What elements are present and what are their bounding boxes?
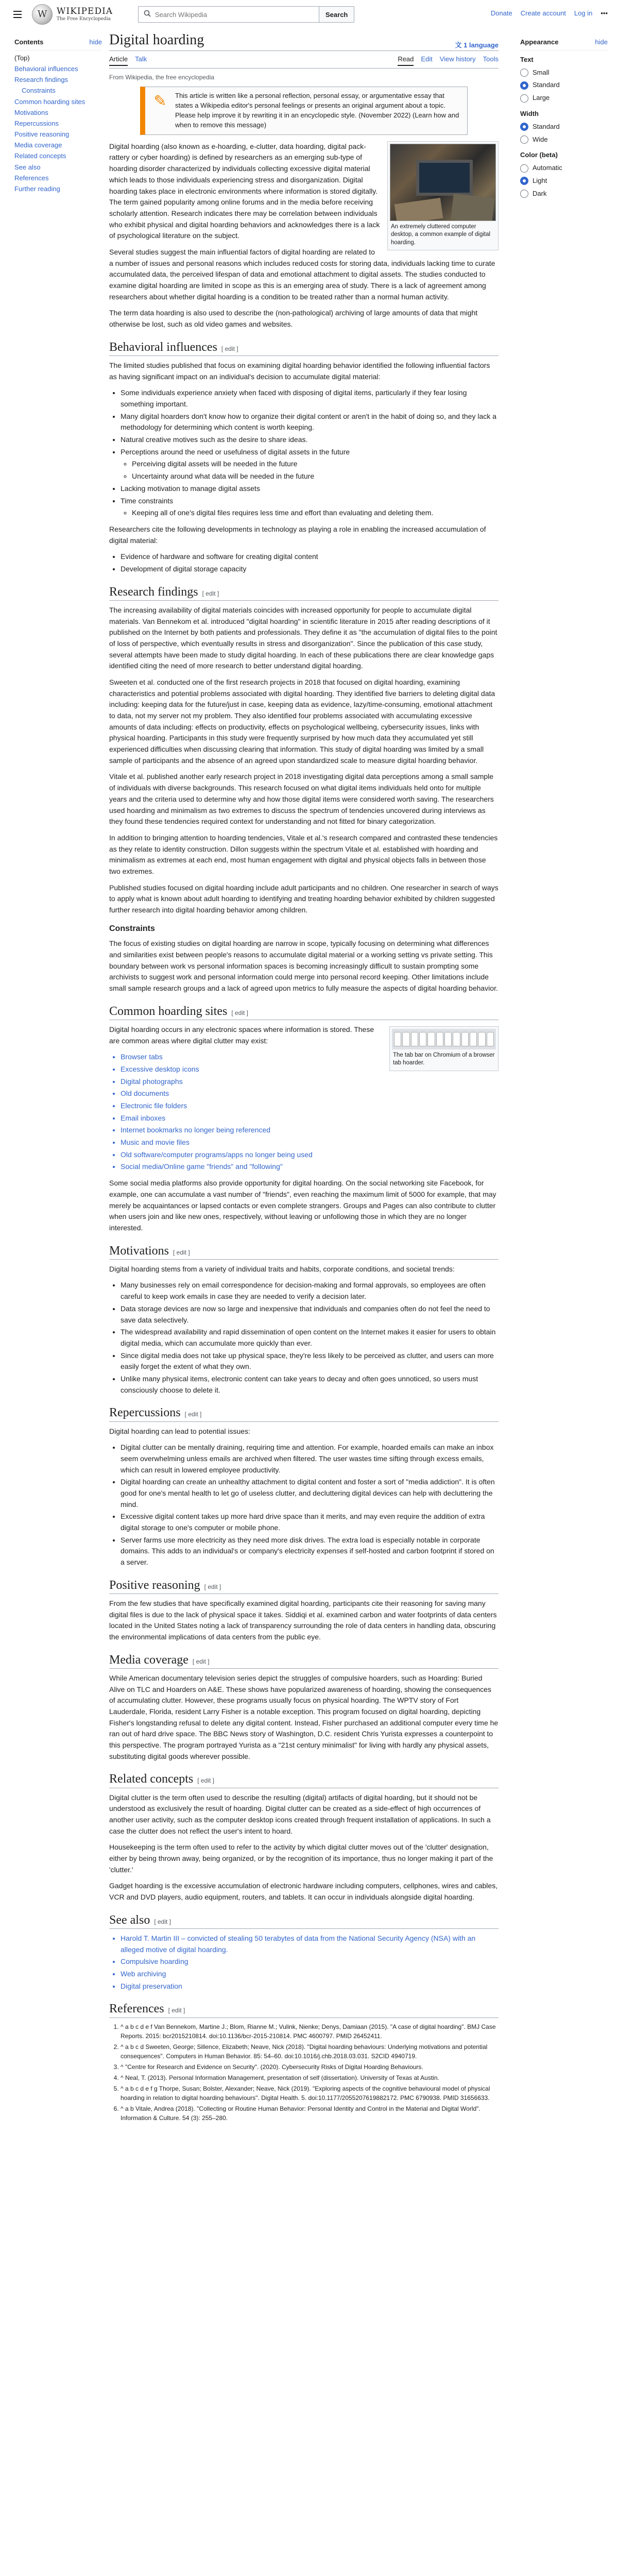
radio-button-icon[interactable]: [520, 164, 528, 173]
donate-link[interactable]: Donate: [490, 9, 512, 17]
section-heading-see-also: See also [ edit ]: [109, 1912, 499, 1929]
page-title: Digital hoarding: [109, 32, 204, 48]
toc-item[interactable]: See also: [14, 163, 41, 171]
list-item: • Lacking motivation to manage digital assets: [121, 483, 499, 495]
tab-read[interactable]: Read: [398, 54, 414, 66]
reference-item[interactable]: 5. ^ a b c d e f g Thorpe, Susan; Bolster, Alexander; Neave, Nick (2019). "Exploring aspects of the cognitive behavioural model of physical hoarding in relation to digital hoarding behaviours". Digital Health. 5. doi:10.1177/2055207619882172. PMC 6790938. PMID 31656633.: [121, 2084, 499, 2103]
section-paragraph: The focus of existing studies on digital hoarding are narrow in scope, typically focusing on determining what differences and similarities exist between people's reasons to accumulate digital material or a working setting vs private setting. This boundary between work vs personal information spaces is becoming increasingly difficult to sustain prompting some archivists to suggest work and personal information could merge into personal record keeping. Other limitations include small sample research groups and a lack of agreed upon metrics to fully measure the aspects of digital hoarding behavior.: [109, 939, 498, 993]
radio-label: Standard: [533, 122, 560, 130]
text-size-radio[interactable]: [520, 67, 608, 78]
list-item: ◦ Uncertainty around what data will be needed in the future: [132, 471, 499, 482]
section-heading-related: Related concepts [ edit ]: [109, 1771, 499, 1788]
list-item: • Evidence of hardware and software for creating digital content: [121, 551, 499, 563]
radio-button-icon[interactable]: [520, 190, 528, 198]
section-heading-media: Media coverage [ edit ]: [109, 1652, 499, 1669]
list-item: • Many digital hoarders don't know how to organize their digital content or aren't in the habit of doing so, and they lack a methodology for determining which content is worth keeping.: [121, 411, 499, 433]
radio-button-icon[interactable]: [520, 177, 528, 185]
section-paragraph: The increasing availability of digital materials coincides with increased opportunity for people to accumulate digital materials. Van Bennekom et al. introduced "digital hoarding" in scientific literature in 2015 after reading descriptions of it published on the Internet by both patients and professionals. They define it as "the accumulation of digital files to the point of loss of perspective, which eventually results in stress and disorganization". Since the publication of this case study, several attempts have been made to study digital hoarding. In each of these publications there are clear knowledge gaps identified citing the need of more research to better understand digital hoarding.: [109, 605, 497, 670]
edit-section-link[interactable]: [ edit ]: [197, 1777, 214, 1785]
cluttered-desk-image[interactable]: [390, 144, 496, 221]
behavioral-factors-list: [121, 387, 499, 519]
radio-label: Automatic: [533, 164, 562, 172]
search-input[interactable]: [155, 11, 314, 19]
section-heading-behavioral: Behavioral influences [ edit ]: [109, 340, 499, 356]
text-size-label: Text: [520, 55, 534, 63]
toc-item[interactable]: Common hoarding sites: [14, 97, 85, 106]
table-of-contents: [14, 37, 102, 195]
edit-section-link[interactable]: [ edit ]: [173, 1248, 190, 1256]
intro-paragraph: The term data hoarding is also used to describe the (non-pathological) archiving of large amounts of data that might otherwise be lost, such as old video games and websites.: [109, 309, 478, 329]
section-paragraph: Some social media platforms also provide opportunity for digital hoarding. On the social networking site Facebook, for example, one can accumulate a vast number of "friends", even reaching the maximum limit of 5000 for example, that may merely be acquaintances or lapsed contacts or even complete strangers. Groups and Pages can also contribute to clutter when users join and like new ones, respectively, without leaving or unfollowing those in which they are no longer interested.: [109, 1179, 496, 1232]
reference-item[interactable]: 1. ^ a b c d e f Van Bennekom, Martine J.; Blom, Rianne M.; Vulink, Nienke; Denys, Damiaan (2015). "A case of digital hoarding". BMJ Case Reports. 2015: bcr2015210814. doi:10.1136/bcr-2015-210814. PMC 4600797. PMID 26452411.: [121, 2022, 499, 2041]
wikipedia-logo[interactable]: [32, 4, 113, 25]
reference-item[interactable]: 6. ^ a b Vitale, Andrea (2018). "Collecting or Routine Human Behavior: Personal Identity and Control in the Material and Digital World". Information & Culture. 54 (3): 255–280.: [121, 2104, 499, 2123]
edit-section-link[interactable]: [ edit ]: [202, 589, 219, 597]
section-paragraph: Housekeeping is the term often used to refer to the activity by which digital clutter moves out of the 'clutter' designation, either by being thrown away, being organized, or by the recognition of its importance, thus no longer making it part of the 'clutter.': [109, 1843, 493, 1874]
edit-section-link[interactable]: [ edit ]: [204, 1583, 221, 1590]
notice-text: This article is written like a personal reflection, personal essay, or argumentative essay that states a Wikipedia editor's personal feelings or presents an original argument about a topic. Please help improve it by rewriting it in an encyclopedic style. (November 2022) (Learn how and when to remove this message): [175, 92, 459, 129]
toc-item[interactable]: References: [14, 174, 49, 182]
references-list: [121, 2022, 499, 2123]
toc-item[interactable]: (Top): [14, 54, 30, 62]
width-radio[interactable]: [520, 134, 608, 145]
tagline: The Free Encyclopedia: [57, 16, 111, 22]
list-item[interactable]: • Old documents: [121, 1088, 499, 1099]
list-item[interactable]: • Old software/computer programs/apps no longer being used: [121, 1149, 499, 1161]
repercussions-list: [121, 1442, 499, 1568]
from-line: From Wikipedia, the free encyclopedia: [109, 74, 215, 81]
section-paragraph: Digital hoarding stems from a variety of individual traits and habits, corporate conditions, and societal trends:: [109, 1264, 455, 1273]
section-paragraph: From the few studies that have specifically examined digital hoarding, participants cite their reasoning for saving many digital files is due to the lack of physical space it takes. Siddiqi et al. examined carbon and water footprints of data centers located in the United States noting a lack of transparency surrounding the role of data centers in handling data, obscuring the environmental implications of data centers from the public eye.: [109, 1599, 497, 1641]
section-paragraph: Digital hoarding occurs in any electronic spaces where information is stored. These are common areas where digital clutter may exist:: [109, 1025, 374, 1045]
text-size-radio[interactable]: [520, 80, 608, 91]
see-also-link[interactable]: • Harold T. Martin III – convicted of stealing 50 terabytes of data from the National Security Agency (NSA) with an alleged motive of digital hoarding.: [121, 1933, 499, 1955]
radio-label: Small: [533, 68, 550, 76]
radio-label: Large: [533, 94, 550, 102]
more-options-icon[interactable]: •••: [600, 9, 608, 17]
section-heading-references: References [ edit ]: [109, 2001, 499, 2018]
radio-label: Dark: [533, 189, 547, 197]
edit-section-link[interactable]: [ edit ]: [221, 345, 238, 352]
motivations-list: [121, 1280, 499, 1396]
tab-edit[interactable]: Edit: [421, 55, 433, 63]
toc-item[interactable]: Repercussions: [14, 119, 59, 127]
list-item: • Data storage devices are now so large and inexpensive that individuals and companies often do not feel the need to save data selectively.: [121, 1303, 499, 1326]
see-also-list: [121, 1933, 499, 1992]
login-link[interactable]: Log in: [574, 9, 593, 17]
list-item: • Digital clutter can be mentally draining, requiring time and attention. For example, hoarded emails can make an inbox seem overwhelming unless emails are archived when filtered. The user wastes time sifting through excess emails, which can result in lowered employee productivity.: [121, 1442, 499, 1476]
radio-label: Standard: [533, 81, 560, 89]
lead-image-box: [387, 141, 499, 251]
radio-label: Light: [533, 176, 547, 184]
radio-button-icon[interactable]: [520, 123, 528, 131]
see-also-link[interactable]: • Digital preservation: [121, 1981, 499, 1992]
tab-article[interactable]: Article: [109, 54, 128, 66]
list-item[interactable]: • Browser tabs: [121, 1052, 499, 1063]
pencil-notice-icon: ✎: [153, 92, 167, 110]
intro-paragraph: Digital hoarding (also known as e-hoarding, e-clutter, data hoarding, digital pack-rattery or cyber hoarding) is defined by researchers as an emerging sub-type of hoarding disorder characterized by individuals collecting excessive digital material which leads to those individuals experiencing stress and disorganization. Digital hoarding takes place in electronic environments where information is stored digitally. The term gained popularity among online forums and in the media before receiving scholarly attention. Research indicates there may be correlation between individuals who exhibit physical and digital hoarding behaviors and acknowledges there is a lack of psychological literature on the subject.: [109, 142, 380, 240]
tab-view-history[interactable]: View history: [439, 55, 476, 63]
list-item: • Many businesses rely on email correspondence for decision-making and formal approvals, so employees are often careful to keep work emails in case they are needed to verify a decision later.: [121, 1280, 499, 1302]
list-item: • Time constraints ◦ Keeping all of one's digital files requires less time and effort than evaluating and deleting them.: [121, 496, 499, 519]
reference-item[interactable]: 3. ^ "Centre for Research and Evidence on Security". (2020). Cybersecurity Risks of Digital Hoarding Behaviours.: [121, 2062, 499, 2072]
search-form: [138, 6, 354, 23]
section-paragraph: Digital clutter is the term often used to describe the resulting (digital) artifacts of digital hoarding, but it should not be understood as exclusively the result of hoarding. Digital clutter can be created as a side-effect of high occurrences of another user activity, such as the computer desktop icons created through frequent installation of applications. In such a case the clutter does not reflect the user's intent to hoard.: [109, 1793, 491, 1835]
list-item[interactable]: • Excessive desktop icons: [121, 1064, 499, 1075]
edit-section-link[interactable]: [ edit ]: [154, 1918, 171, 1925]
page-title-row: [109, 31, 499, 51]
tab-tools[interactable]: Tools: [483, 55, 499, 63]
edit-section-link[interactable]: [ edit ]: [168, 2007, 185, 2014]
main-content: [109, 31, 499, 2124]
see-also-link[interactable]: • Web archiving: [121, 1969, 499, 1980]
list-item: • Digital hoarding can create an unhealthy attachment to digital content and foster a sort of "media addiction". It is often good for one's mental health to let go of useless clutter, and decluttering digital devices can help with decluttering the mind.: [121, 1477, 499, 1510]
section-heading-sites: Common hoarding sites [ edit ]: [109, 1004, 499, 1020]
radio-button-icon[interactable]: [520, 69, 528, 77]
edit-section-link[interactable]: [ edit ]: [192, 1657, 210, 1665]
list-item: • Some individuals experience anxiety when faced with disposing of digital items, particularly if they fear losing something important.: [121, 387, 499, 410]
toc-hide-button[interactable]: hide: [89, 38, 102, 46]
reference-item[interactable]: 2. ^ a b c d Sweeten, George; Sillence, Elizabeth; Neave, Nick (2018). "Digital hoarding behaviours: Underlying motivations and potential consequences". Computers in Human Behavior. 85: 54–60. doi:10.1016/j.chb.2018.03.031. S2CID 4940719.: [121, 2042, 499, 2061]
toc-item[interactable]: Media coverage: [14, 141, 62, 149]
color-label: Color (beta): [520, 151, 558, 159]
wordmark: WIKIPEDIA: [57, 6, 113, 17]
technology-list: [121, 551, 499, 574]
width-radio[interactable]: [520, 122, 608, 132]
section-heading-repercussions: Repercussions [ edit ]: [109, 1405, 499, 1421]
see-also-link[interactable]: • Compulsive hoarding: [121, 1956, 499, 1968]
list-item[interactable]: • Music and movie files: [121, 1137, 499, 1148]
reference-item[interactable]: 4. ^ Neal, T. (2013). Personal Information Management, presentation of self (dissertation). University of Texas at Austin.: [121, 2073, 499, 2082]
search-icon: [144, 9, 151, 20]
color-radio[interactable]: [520, 163, 608, 174]
image-caption: The tab bar on Chromium of a browser tab hoarder.: [393, 1052, 495, 1066]
list-item: • Since digital media does not take up physical space, they're less likely to be perceived as clutter, and users can more easily forget the extent of what they own.: [121, 1350, 499, 1372]
image-caption: An extremely cluttered computer desktop, a common example of digital hoarding.: [391, 223, 491, 246]
edit-section-link[interactable]: [ edit ]: [184, 1411, 202, 1418]
color-radio[interactable]: [520, 189, 608, 199]
radio-button-icon[interactable]: [520, 94, 528, 103]
section-paragraph: Published studies focused on digital hoarding include adult participants and no children. One researcher in search of ways to apply what is known about adult hoarding to identifying and treating hoarding behavior exhibited by children suggested further research into digital hoarding behavior among children.: [109, 883, 499, 914]
list-item: • Server farms use more electricity as they need more disk drives. The extra load is especially notable in corporate domains. This adds to an individual's or company's electricity expenses if self-hosted and carbon footprint if stored on a server.: [121, 1535, 499, 1568]
essay-like-notice: [140, 87, 468, 134]
toc-item[interactable]: Motivations: [14, 108, 48, 116]
search-button[interactable]: Search: [319, 6, 354, 23]
page-tabs: [109, 51, 499, 69]
user-links: [491, 8, 608, 19]
width-label: Width: [520, 109, 539, 117]
list-item[interactable]: • Digital photographs: [121, 1076, 499, 1088]
browser-tabs-image[interactable]: [392, 1029, 496, 1049]
globe-icon: W: [32, 4, 53, 25]
toc-list: [14, 54, 102, 194]
tab-talk[interactable]: Talk: [135, 55, 147, 63]
toc-item[interactable]: Related concepts: [14, 152, 66, 160]
section-paragraph: Gadget hoarding is the excessive accumulation of electronic hardware including computers, cellphones, wires and cables, VCR and DVD players, audio equipment, routers, and tablets. It can occur in individuals alongside digital hoarding.: [109, 1882, 498, 1902]
language-button[interactable]: 文 1 language: [455, 41, 499, 49]
list-item: • The widespread availability and rapid dissemination of open content on the Internet makes it easier for users to obtain digital media, which can accumulate more quickly than ever.: [121, 1327, 499, 1349]
section-paragraph: The limited studies published that focus on examining digital hoarding behavior identified the following influential factors as having significant impact on an individual's decision to accumulate digital material:: [109, 361, 490, 381]
section-paragraph: While American documentary television series depict the struggles of compulsive hoarders, such as Hoarding: Buried Alive on TLC and Hoarders on A&E. These shows have popularized awareness of hoarding, showing the consequences of accumulating clutter. However, these programs usually focus on physical hoarding. The WPTV story of Fort Lauderdale, Florida, resident Larry Fisher is a notable exception. This program focused on digital hoarding, depicting Fisher's longstanding refusal to delete any digital content. Instead, Fisher purchased an additional computer every time he ran out of hard drive space. The BBC News story of Washington, D.C. resident Chris Yurista expresses a counterpoint to this perspective. The program portrayed Yurista as a "21st century minimalist" for living with hardly any physical assets, substituting digital goods wherever possible.: [109, 1673, 499, 1760]
toc-item[interactable]: Research findings: [14, 76, 68, 84]
list-item: • Unlike many physical items, electronic content can take years to decay and often goes unnoticed, so users must consciously choose to delete it.: [121, 1374, 499, 1396]
intro-paragraph: Several studies suggest the main influential factors of digital hoarding are related to a number of issues and personal reasons which includes reduced costs for storing data, individuals lacking time to curate accumulated data, the perceived lifespan of data and emotional attachment to digital assets. The studies conducted to examine digital hoarding are limited in scope as this is an emerging area of study. There is a lack of agreement among researchers about whether digital hoarding is a condition to be treated rather than a normal human activity.: [109, 247, 495, 301]
list-item: • Development of digital storage capacity: [121, 564, 499, 575]
section-paragraph: Digital hoarding can lead to potential issues:: [109, 1427, 250, 1435]
color-group: [520, 150, 608, 199]
appearance-hide-button[interactable]: hide: [595, 38, 608, 46]
section-paragraph: In addition to bringing attention to hoarding tendencies, Vitale et al.'s research compared and contrasted these tendencies as they relate to identity construction. Dillon suggests within the spectrum Vitale et al. established with hoarding and minimalism as extremes at each end, most human engagement with digital and physical objects falls in between those two extremes.: [109, 833, 498, 875]
create-account-link[interactable]: Create account: [520, 9, 566, 17]
width-group: [520, 109, 608, 145]
text-size-group: [520, 55, 608, 104]
list-item: • Natural creative motives such as the desire to share ideas.: [121, 434, 499, 446]
list-item[interactable]: • Internet bookmarks no longer being referenced: [121, 1125, 499, 1136]
appearance-panel: [520, 37, 608, 205]
radio-label: Wide: [533, 135, 548, 143]
section-heading-motivations: Motivations [ edit ]: [109, 1243, 499, 1260]
list-item[interactable]: • Email inboxes: [121, 1113, 499, 1124]
edit-section-link[interactable]: [ edit ]: [231, 1009, 249, 1016]
appearance-title: Appearance: [520, 38, 559, 46]
radio-button-icon[interactable]: [520, 135, 528, 144]
search-box[interactable]: [138, 6, 319, 23]
list-item: ◦ Perceiving digital assets will be needed in the future: [132, 459, 499, 470]
section-heading-research: Research findings [ edit ]: [109, 584, 499, 601]
site-header: [0, 0, 618, 29]
color-radio[interactable]: [520, 176, 608, 187]
text-size-radio[interactable]: [520, 93, 608, 104]
toc-title: Contents: [14, 38, 44, 46]
list-item: • Excessive digital content takes up more hard drive space than it merits, and may even require the addition of extra digital storage to one's computer or mobile phone.: [121, 1511, 499, 1533]
list-item: • Perceptions around the need or usefulness of digital assets in the future ◦ Perceiving digital assets will be needed in the future ◦ Uncertainty around what data will be needed in the future: [121, 447, 499, 482]
section-heading-positive: Positive reasoning [ edit ]: [109, 1578, 499, 1594]
section-paragraph: Researchers cite the following developments in technology as playing a role in enabling the increased accumulation of digital material:: [109, 524, 486, 545]
tab-bar-thumbnail: [389, 1026, 499, 1071]
section-paragraph: Sweeten et al. conducted one of the first research projects in 2018 that focused on digital hoarding, examining characteristics and potential problems associated with digital hoarding. They identified five barriers to deleting digital data including: keeping data for the future/just in case, keeping data as evidence, lazy/time-consuming, emotional attachment to data, not my server not my problem. They also identified four problems associated with accumulating excessive amounts of data including: effects on productivity, effects on psychological wellbeing, cybersecurity issues, links with physical hoarding. Participants in this study were frequently surprised by how much data they accumulated yet still experienced difficulties when discussing clearing that information. This study of digital hoarding was limited by a small sample of participants and the absence of an agreed upon standardized scale to measure digital hoarding behavior.: [109, 677, 495, 765]
toc-item[interactable]: Positive reasoning: [14, 130, 70, 139]
list-item[interactable]: • Social media/Online game "friends" and "following": [121, 1161, 499, 1173]
list-item: ◦ Keeping all of one's digital files requires less time and effort than evaluating and deleting them.: [132, 507, 499, 519]
radio-button-icon[interactable]: [520, 81, 528, 90]
section-paragraph: Vitale et al. published another early research project in 2018 investigating digital data perceptions among a small sample of individuals with diverse backgrounds. This research focused on what digital items individuals held onto for multiple years and the criteria used to determine why and how those digital items were considered worth saving. The researchers used hoarding and minimalism as two extremes to discuss the spectrum of tendencies uncovered during interviews as they found these tendencies required context for understanding and not fitted for binary categorization.: [109, 772, 494, 826]
main-menu-button[interactable]: [9, 6, 26, 23]
toc-item[interactable]: Behavioral influences: [14, 64, 78, 73]
toc-item[interactable]: Constraints: [22, 87, 56, 95]
list-item[interactable]: • Electronic file folders: [121, 1100, 499, 1112]
subsection-heading-constraints: Constraints: [109, 924, 155, 933]
toc-item[interactable]: Further reading: [14, 185, 60, 193]
